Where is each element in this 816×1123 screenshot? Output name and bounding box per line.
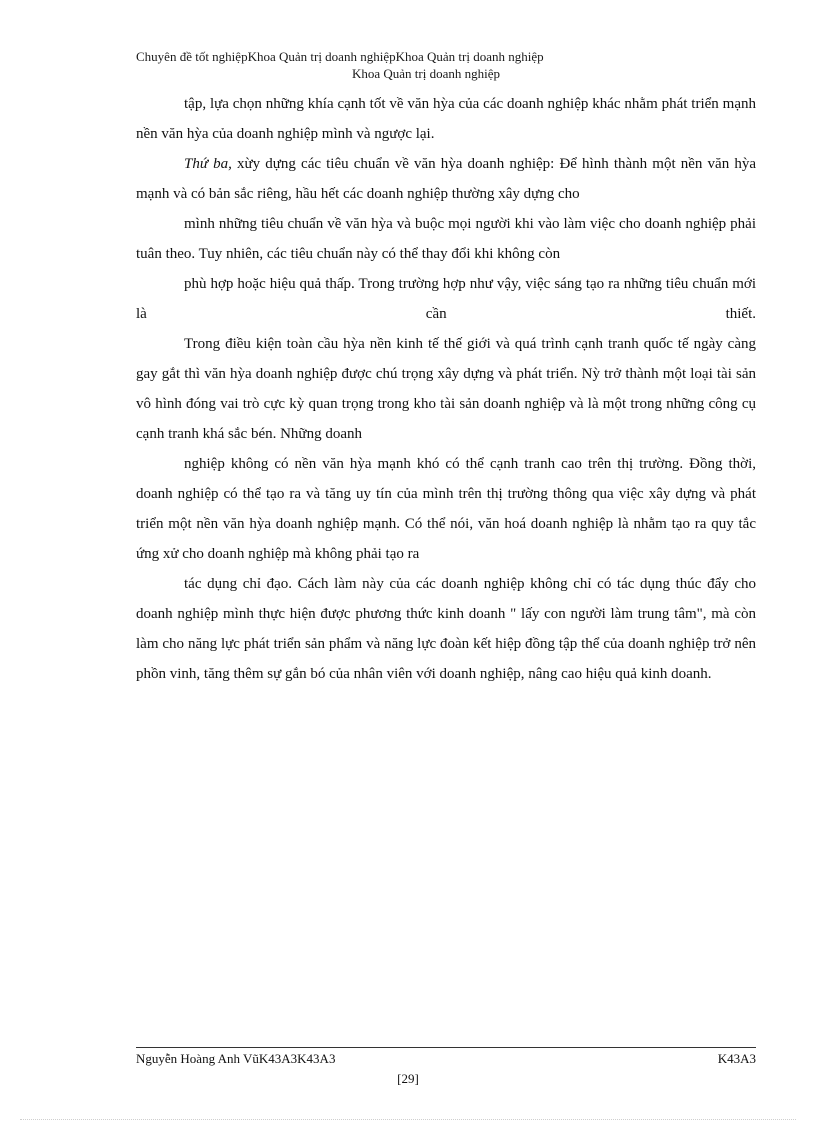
- paragraph-3: mình những tiêu chuẩn về văn hỳa và buộc mọi người khi vào làm việc cho doanh nghiệp phải tuân theo. Tuy nhiên, các tiêu chuẩn này có thể thay đổi khi không còn: [136, 216, 756, 262]
- paragraph-6: nghiệp không có nền văn hỳa mạnh khó có thể cạnh tranh cao trên thị trường. Đồng thời, doanh nghiệp có thể tạo ra và tăng uy tín của mình trên thị trường thông qua việc xây dựng và phát triển một nền văn hỳa doanh nghiệp mạnh. Có thể nói, văn hoá doanh nghiệp là nhằm tạo ra quy tắc ứng xử cho doanh nghiệp mà không phải tạo ra: [136, 456, 756, 562]
- page-header: [136, 48, 756, 82]
- paragraph-2: [136, 149, 756, 209]
- paragraph-7: tác dụng chỉ đạo. Cách làm này của các doanh nghiệp không chỉ có tác dụng thúc đẩy cho doanh nghiệp mình thực hiện được phương thức kinh doanh " lấy con người làm trung tâm", mà còn làm cho năng lực phát triển sản phẩm và năng lực đoàn kết hiệp đồng tập thể của doanh nghiệp trở nên phồn vinh, tăng thêm sự gắn bó của nhân viên với doanh nghiệp, nâng cao hiệu quả kinh doanh.: [136, 576, 756, 682]
- footer-divider: [136, 1047, 756, 1048]
- document-body: [136, 89, 756, 689]
- header-line-1: Chuyên đề tốt nghiệpKhoa Quản trị doanh nghiệpKhoa Quản trị doanh nghiệp: [136, 49, 544, 64]
- paragraph-1: tập, lựa chọn những khía cạnh tốt về văn hỳa của các doanh nghiệp khác nhằm phát triển mạnh nền văn hỳa của doanh nghiệp mình và ngược lại.: [136, 96, 756, 142]
- page-bottom-edge: [20, 1119, 796, 1120]
- paragraph-5: Trong điều kiện toàn cầu hỳa nền kinh tế thế giới và quá trình cạnh tranh quốc tế ngày càng gay gắt thì văn hỳa doanh nghiệp được chú trọng xây dựng và phát triển. Nỳ trở thành một loại tài sản vô hình đóng vai trò cực kỳ quan trọng trong kho tài sản doanh nghiệp và là một trong những công cụ cạnh tranh khá sắc bén. Những doanh: [136, 336, 756, 442]
- paragraph-2-text: xừy dựng các tiêu chuẩn về văn hỳa doanh nghiệp: Để hình thành một nền văn hỳa mạnh và có bản sắc riêng, hầu hết các doanh nghiệp thường xây dựng cho: [136, 156, 756, 202]
- paragraph-2-lead: Thứ ba,: [184, 156, 232, 172]
- footer-author: Nguyễn Hoàng Anh VũK43A3K43A3: [136, 1051, 336, 1066]
- page-number: [29]: [397, 1071, 419, 1086]
- footer-class-code: K43A3: [717, 1051, 756, 1066]
- paragraph-4: phù hợp hoặc hiệu quả thấp. Trong trường hợp như vậy, việc sáng tạo ra những tiêu chuẩn mới là cần thiết.: [136, 276, 756, 322]
- header-line-2: Khoa Quản trị doanh nghiệp: [351, 66, 501, 81]
